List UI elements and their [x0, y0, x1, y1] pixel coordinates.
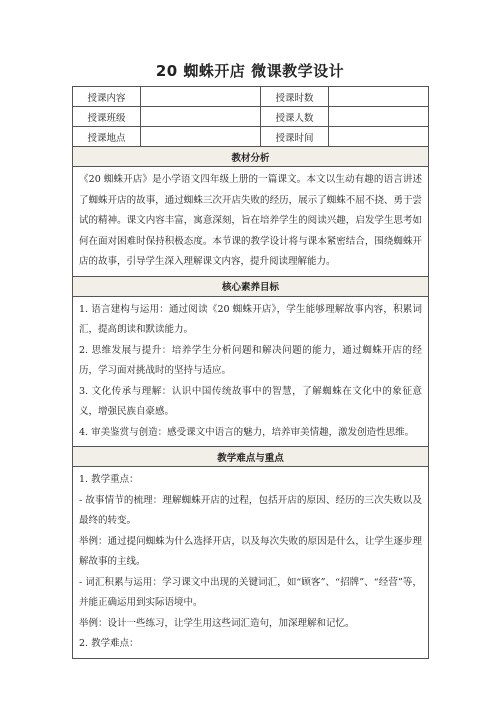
value-time [329, 127, 429, 147]
section-header [73, 147, 429, 167]
section-body [73, 296, 429, 447]
keypoint-item: - 故事情节的梳理：理解蜘蛛开店的过程，包括开店的原因、经历的三次失败以及最终的转变。 [79, 494, 422, 526]
keypoint-item: 2. 教学难点： [79, 638, 139, 649]
analysis-heading: 教材分析 [73, 147, 429, 167]
keypoint-item: 举例：通过提问蜘蛛为什么选择开店，以及每次失败的原因是什么，让学生逐步理解故事的主线。 [79, 535, 422, 567]
value-location [141, 127, 261, 147]
section-header [73, 447, 429, 467]
label-location: 授课地点 [73, 127, 141, 147]
keypoints-heading: 教学难点与重点 [73, 447, 429, 467]
value-class [141, 107, 261, 127]
label-class: 授课班级 [73, 107, 141, 127]
value-count [329, 107, 429, 127]
goal-item: 2. 思维发展与提升：培养学生分析问题和解决问题的能力，通过蜘蛛开店的经历，学习面对挑战时的坚持与适应。 [79, 344, 422, 376]
goal-item: 4. 审美鉴赏与创造：感受课文中语言的魅力，培养审美情趣，激发创造性思维。 [79, 426, 415, 438]
label-count: 授课人数 [261, 107, 329, 127]
label-hours: 授课时数 [261, 87, 329, 107]
goal-item: 1. 语言建构与运用：通过阅读《20 蜘蛛开店》，学生能够理解故事内容，积累词汇，提高朗读和默读能力。 [79, 303, 422, 335]
keypoint-item: 举例：设计一些练习，让学生用这些词汇造句，加深理解和记忆。 [79, 617, 355, 629]
section-body [73, 467, 429, 659]
goals-heading: 核心素养目标 [73, 276, 429, 296]
label-content: 授课内容 [73, 87, 141, 107]
keypoint-item: 1. 教学重点： [79, 474, 139, 485]
analysis-text: 《20 蜘蛛开店》是小学语文四年级上册的一篇课文。本文以生动有趣的语言讲述了蜘蛛开店的故事，通过蜘蛛三次开店失败的经历，展示了蜘蛛不屈不挠、勇于尝试的精神。课文内容丰富，寓意深刻，旨在培养学生的阅读兴趣，启发学生思考如何在面对困难时保持积极态度。本节课的教学设计将与课本紧密结合，围绕蜘蛛开店的故事，引导学生深入理解课文内容，提升阅读理解能力。 [79, 174, 422, 267]
goal-item: 3. 文化传承与理解：认识中国传统故事中的智慧，了解蜘蛛在文化中的象征意义，增强民族自豪感。 [79, 385, 422, 417]
document-title: 20 蜘蛛开店 微课教学设计 [155, 62, 345, 80]
label-time: 授课时间 [261, 127, 329, 147]
info-row [73, 107, 429, 127]
value-hours [329, 87, 429, 107]
keypoint-item: - 词汇积累与运用：学习课文中出现的关键词汇，如“顾客”、“招牌”、“经营”等，并能正确运用到实际语境中。 [79, 576, 422, 608]
info-row [73, 87, 429, 107]
lesson-plan-table [72, 86, 429, 659]
info-row [73, 127, 429, 147]
value-content [141, 87, 261, 107]
section-header [73, 276, 429, 296]
section-body [73, 167, 429, 277]
